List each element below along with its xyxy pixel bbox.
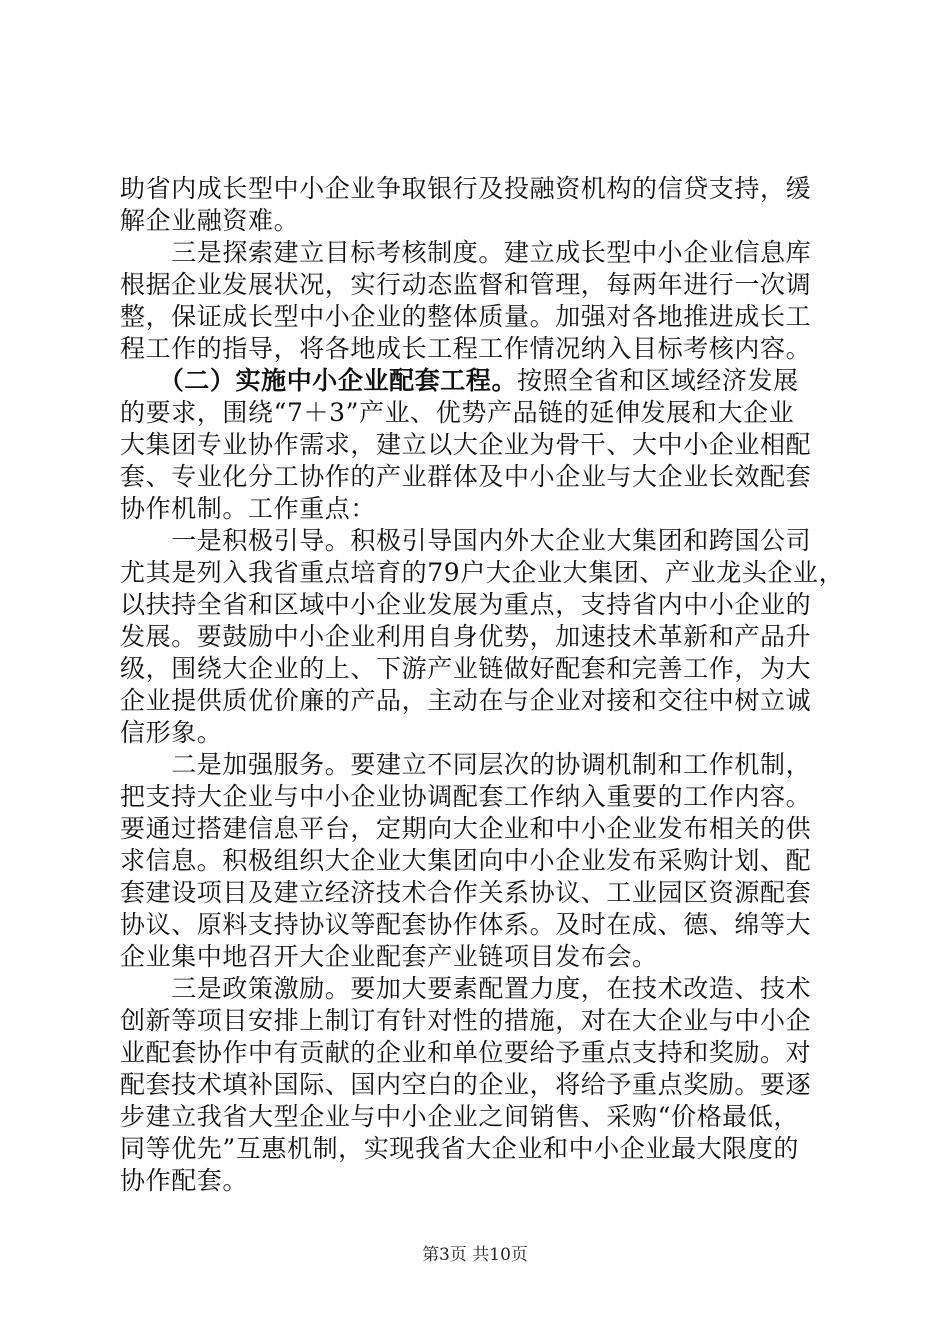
text-line: 大集团专业协作需求，建立以大企业为骨干、大中小企业相配 [120, 430, 812, 459]
text-line: 二是加强服务。要建立不同层次的协调机制和工作机制， [120, 750, 812, 779]
text-line: 企业提供质优价廉的产品，主动在与企业对接和交往中树立诚 [120, 686, 812, 715]
text-line: 协议、原料支持协议等配套协作体系。及时在成、德、绵等大 [120, 910, 812, 939]
text-line: 级，围绕大企业的上、下游产业链做好配套和完善工作，为大 [120, 654, 812, 683]
text-line: 发展。要鼓励中小企业利用自身优势，加速技术革新和产品升 [120, 622, 812, 651]
text-line: 求信息。积极组织大企业大集团向中小企业发布采购计划、配 [120, 846, 812, 875]
text-line: 同等优先”互惠机制，实现我省大企业和中小企业最大限度的 [120, 1134, 799, 1163]
page-number: 第3页 共10页 [422, 1245, 528, 1265]
text-line: 尤其是列入我省重点培育的79户大企业大集团、产业龙头企业， [120, 558, 845, 587]
text-line: 套建设项目及建立经济技术合作关系协议、工业园区资源配套 [120, 878, 812, 907]
heading-continuation: 按照全省和区域经济发展 [517, 366, 799, 395]
text-line: 步建立我省大型企业与中小企业之间销售、采购“价格最低， [120, 1102, 799, 1131]
text-line: 信形象。 [120, 718, 223, 747]
text-line: 程工作的指导，将各地成长工程工作情况纳入目标考核内容。 [120, 334, 812, 363]
text-line: 协作配套。 [120, 1166, 249, 1195]
text-line: 以扶持全省和区域中小企业发展为重点，支持省内中小企业的 [120, 590, 812, 619]
text-line: 一是积极引导。积极引导国内外大企业大集团和跨国公司 [120, 526, 812, 555]
text-line: 配套技术填补国际、国内空白的企业，将给予重点奖励。要逐 [120, 1070, 812, 1099]
text-line: 三是政策激励。要加大要素配置力度，在技术改造、技术 [120, 974, 812, 1003]
text-line: 企业集中地召开大企业配套产业链项目发布会。 [120, 942, 658, 971]
text-line: 助省内成长型中小企业争取银行及投融资机构的信贷支持，缓 [120, 174, 812, 203]
text-line: 要通过搭建信息平台，定期向大企业和中小企业发布相关的供 [120, 814, 812, 843]
text-line: 业配套协作中有贡献的企业和单位要给予重点支持和奖励。对 [120, 1038, 812, 1067]
section-heading-line [120, 365, 799, 397]
page-footer [0, 1244, 950, 1266]
text-line: 的要求，围绕“7＋3”产业、优势产品链的延伸发展和大企业 [120, 398, 795, 427]
text-line: 协作机制。工作重点： [120, 494, 377, 523]
text-line: 整，保证成长型中小企业的整体质量。加强对各地推进成长工 [120, 302, 812, 331]
text-line: 创新等项目安排上制订有针对性的措施，对在大企业与中小企 [120, 1006, 812, 1035]
text-line: 三是探索建立目标考核制度。建立成长型中小企业信息库 [120, 238, 812, 267]
text-line: 根据企业发展状况，实行动态监督和管理，每两年进行一次调 [120, 270, 812, 299]
text-line: 解企业融资难。 [120, 206, 300, 235]
heading-indent [120, 366, 171, 395]
text-line: 把支持大企业与中小企业协调配套工作纳入重要的工作内容。 [120, 782, 812, 811]
text-line: 套、专业化分工协作的产业群体及中小企业与大企业长效配套 [120, 462, 812, 491]
section-heading: （二）实施中小企业配套工程。 [171, 366, 518, 395]
